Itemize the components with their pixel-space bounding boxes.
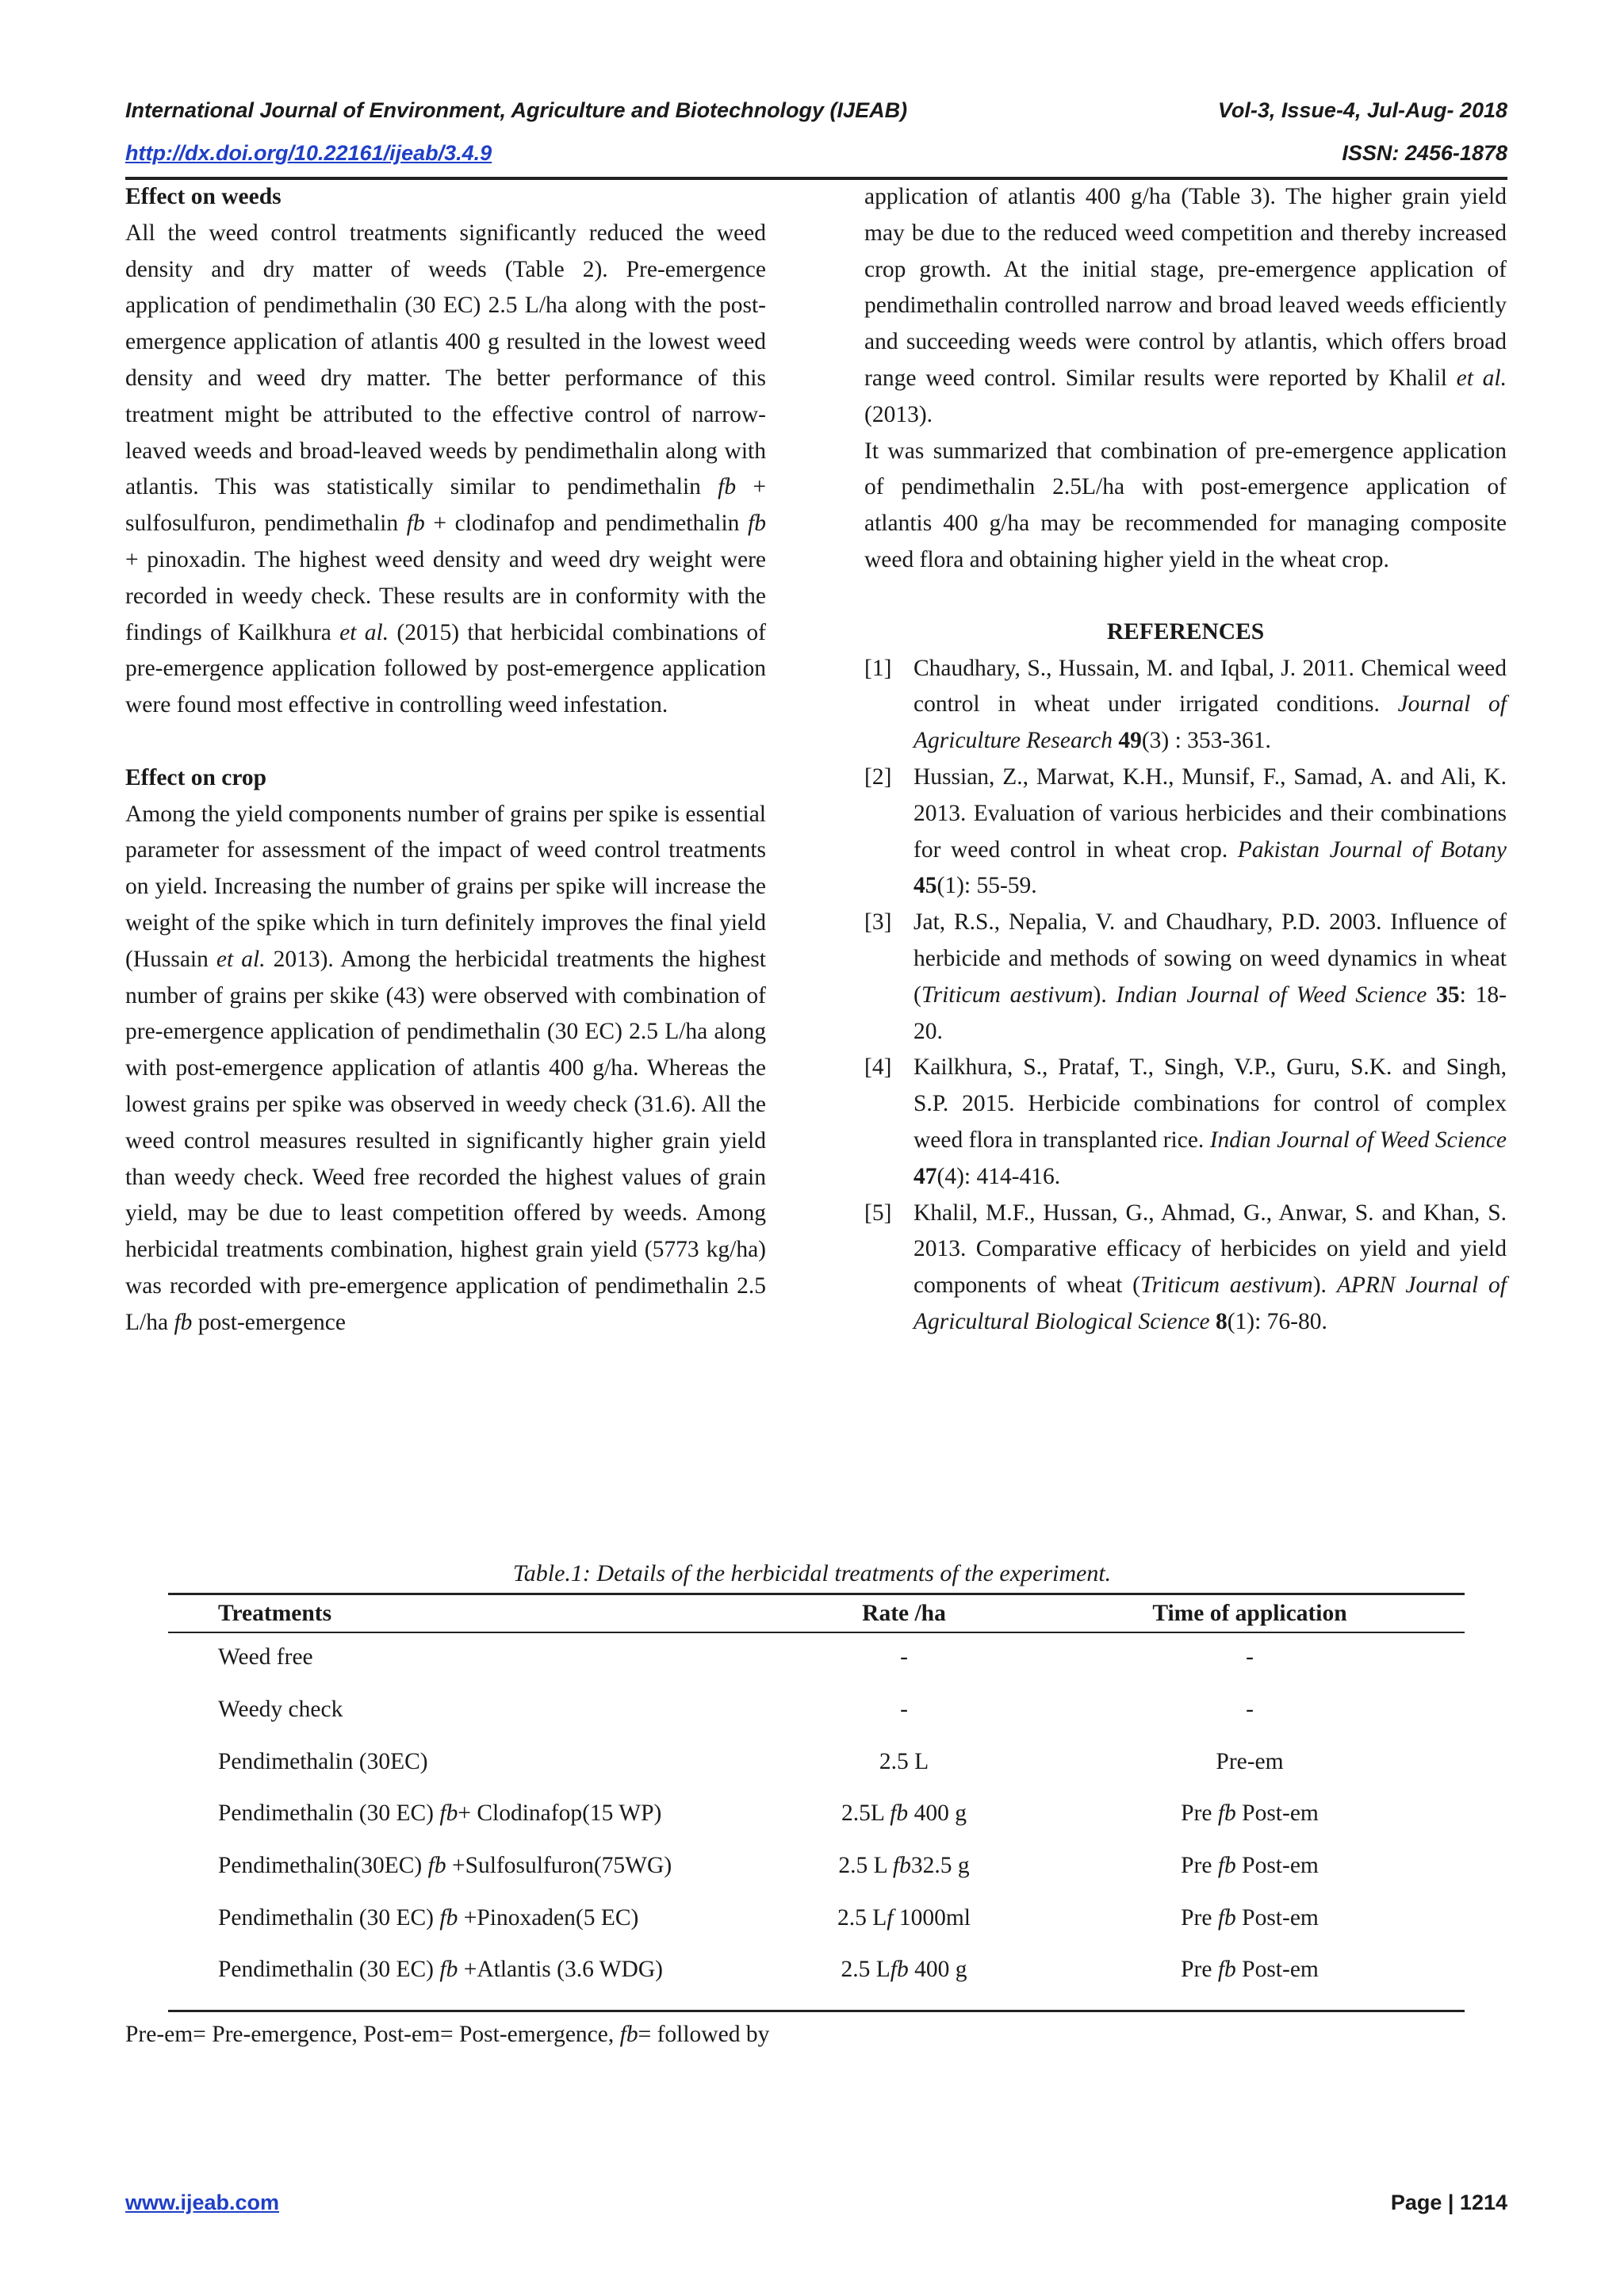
column-header: Treatments bbox=[218, 1600, 332, 1626]
table-row: Weed free - - bbox=[218, 1644, 1254, 1670]
right-column bbox=[864, 179, 1507, 1341]
reference-item: [1] Chaudhary, S., Hussain, M. and Iqbal, J. 2011. Chemical weed control in wheat under irrigated conditions. Journal of Agriculture Research 49(3) : 353-361. bbox=[864, 655, 1507, 754]
table-row: Pendimethalin (30 EC) fb+ Clodinafop(15 WP) 2.5L fb 400 g Pre fb Post-em bbox=[218, 1800, 1319, 1827]
page-footer bbox=[125, 2191, 1507, 2215]
section-heading: Effect on crop bbox=[125, 764, 267, 790]
table-bottom-rule bbox=[168, 2010, 1465, 2012]
table-row: Pendimethalin (30EC) 2.5 L Pre-em bbox=[218, 1748, 1284, 1774]
doi-link[interactable]: http://dx.doi.org/10.22161/ijeab/3.4.9 bbox=[125, 141, 492, 165]
section-heading: Effect on weeds bbox=[125, 184, 282, 209]
reference-item: [4] Kailkhura, S., Prataf, T., Singh, V.P., Guru, S.K. and Singh, S.P. 2015. Herbicide combinations for control of complex weed flora in transplanted rice. Indian Journal of Weed Science 47(4): 414-416. bbox=[864, 1054, 1507, 1189]
column-header: Rate /ha bbox=[862, 1600, 946, 1626]
issn: ISSN: 2456-1878 bbox=[1342, 141, 1507, 165]
page-number: Page | 1214 bbox=[1390, 2191, 1507, 2214]
treatments-table bbox=[168, 1595, 1465, 1996]
journal-title: International Journal of Environment, Agriculture and Biotechnology (IJEAB) bbox=[125, 98, 908, 122]
paragraph: Among the yield components number of grains per spike is essential parameter for assessment of the impact of weed control treatments on yield. Increasing the number of grains per spike will increase the weight of the spike which in turn definitely improves the final yield (Hussain et al. 2013). Among the herbicidal treatments the highest number of grains per skike (43) were observed with combination of pre-emergence application of pendimethalin (30 EC) 2.5 L/ha along with post-emergence application of atlantis 400 g/ha. Whereas the lowest grains per spike was observed in weedy check (31.6). All the weed control measures resulted in significantly higher grain yield than weedy check. Weed free recorded the highest values of grain yield, may be due to least competition offered by weeds. Among herbicidal treatments combination, highest grain yield (5773 kg/ha) was recorded with pre-emergence application of pendimethalin 2.5 L/ha fb post-emergence bbox=[125, 801, 766, 1335]
table-row: Weedy check - - bbox=[218, 1697, 1254, 1723]
table-footnote: Pre-em= Pre-emergence, Post-em= Post-emergence, fb= followed by bbox=[125, 2022, 770, 2047]
paragraph: application of atlantis 400 g/ha (Table 3). The higher grain yield may be due to the reduced weed competition and thereby increased crop growth. At the initial stage, pre-emergence application of pendimethalin controlled narrow and broad leaved weeds efficiently and succeeding weeds were control by atlantis, which offers broad range weed control. Similar results were reported by Khalil et al. (2013). bbox=[864, 184, 1507, 427]
table-row: Pendimethalin (30 EC) fb +Atlantis (3.6 WDG) 2.5 Lfb 400 g Pre fb Post-em bbox=[218, 1957, 1319, 1983]
website-link[interactable]: www.ijeab.com bbox=[125, 2191, 280, 2214]
table-row: Pendimethalin(30EC) fb +Sulfosulfuron(75WG) 2.5 L fb32.5 g Pre fb Post-em bbox=[218, 1853, 1319, 1879]
paragraph: It was summarized that combination of pre-emergence application of pendimethalin 2.5L/ha with post-emergence application of atlantis 400 g/ha may be recommended for managing composite weed flora and obtaining higher yield in the wheat crop. bbox=[864, 438, 1507, 572]
reference-item: [5] Khalil, M.F., Hussan, G., Ahmad, G., Anwar, S. and Khan, S. 2013. Comparative efficacy of herbicides on yield and yield components of wheat (Triticum aestivum). APRN Journal of Agricultural Biological Science 8(1): 76-80. bbox=[864, 1200, 1507, 1334]
reference-item: [3] Jat, R.S., Nepalia, V. and Chaudhary, P.D. 2003. Influence of herbicide and methods of sowing on weed dynamics in wheat (Triticum aestivum). Indian Journal of Weed Science 35: 18-20. bbox=[864, 909, 1507, 1044]
column-header: Time of application bbox=[1152, 1600, 1347, 1626]
reference-item: [2] Hussian, Z., Marwat, K.H., Munsif, F., Samad, A. and Ali, K. 2013. Evaluation of various herbicides and their combinations for weed control in wheat crop. Pakistan Journal of Botany 45(1): 55-59. bbox=[864, 763, 1507, 899]
table-caption: Table.1: Details of the herbicidal treatments of the experiment. bbox=[512, 1560, 1112, 1586]
volume-info: Vol-3, Issue-4, Jul-Aug- 2018 bbox=[1217, 98, 1507, 122]
left-column bbox=[125, 179, 766, 1341]
table-row: Pendimethalin (30 EC) fb +Pinoxaden(5 EC) 2.5 Lf 1000ml Pre fb Post-em bbox=[218, 1904, 1319, 1931]
doi-row bbox=[125, 141, 1507, 166]
references-heading: REFERENCES bbox=[1106, 618, 1265, 645]
journal-header bbox=[125, 98, 1507, 123]
paragraph: All the weed control treatments significantly reduced the weed density and dry matter of weeds (Table 2). Pre-emergence application of pendimethalin (30 EC) 2.5 L/ha along with the post-emergence application of atlantis 400 g resulted in the lowest weed density and weed dry matter. The better performance of this treatment might be attributed to the effective control of narrow-leaved weeds and broad-leaved weeds by pendimethalin along with atlantis. This was statistically similar to pendimethalin fb + sulfosulfuron, pendimethalin fb + clodinafop and pendimethalin fb + pinoxadin. The highest weed density and weed dry weight were recorded in weedy check. These results are in conformity with the findings of Kailkhura et al. (2015) that herbicidal combinations of pre-emergence application followed by post-emergence application were found most effective in controlling weed infestation. bbox=[125, 220, 767, 718]
table-header-row bbox=[168, 1595, 1465, 1632]
